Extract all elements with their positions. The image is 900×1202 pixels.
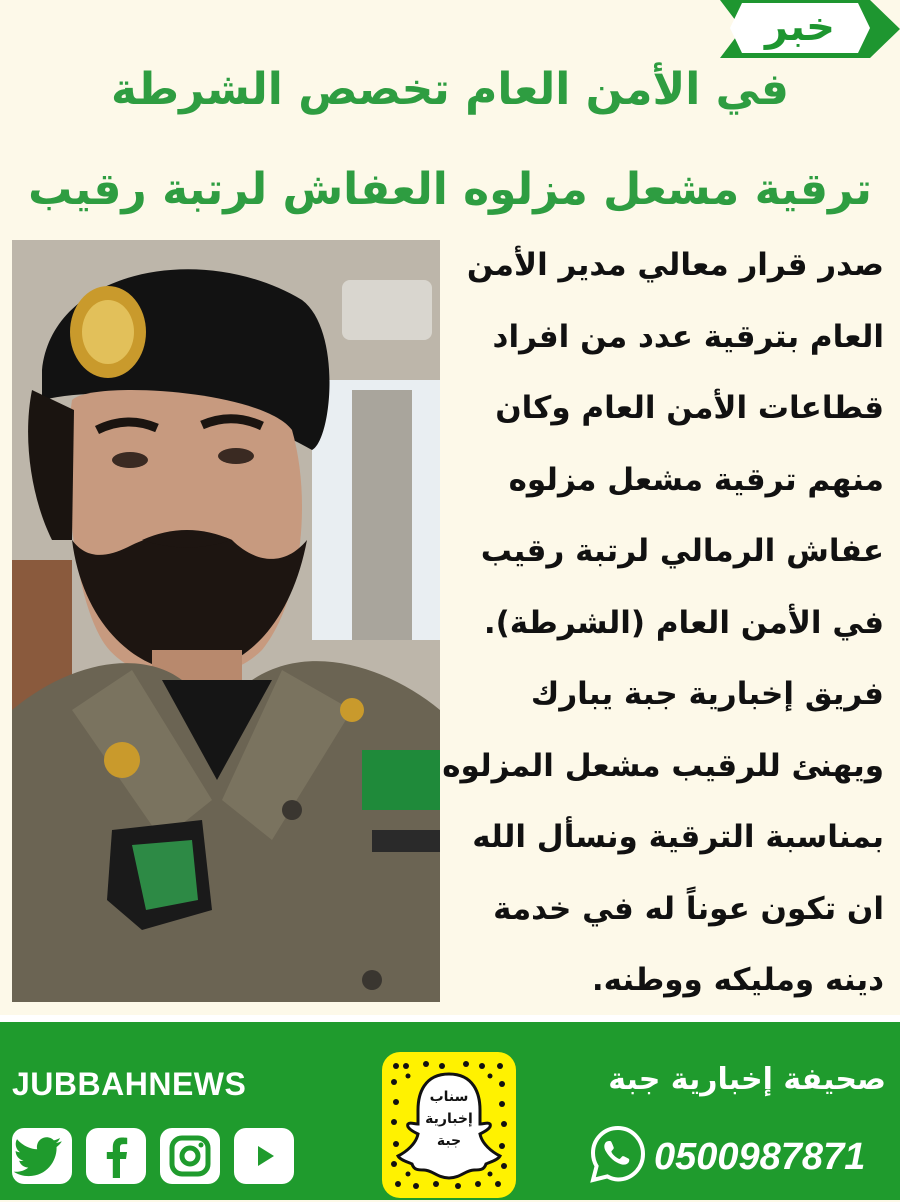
officer-photo	[12, 240, 440, 1002]
headline-line-2: ترقية مشعل مزلوه العفاش لرتبة رقيب	[28, 164, 872, 215]
article-line: بمناسبة الترقية ونسأل الله	[472, 819, 884, 855]
article-line: في الأمن العام (الشرطة).	[483, 604, 884, 641]
article-line: ويهنئ للرقيب مشعل المزلوه	[442, 747, 884, 784]
social-handle[interactable]: JUBBAHNEWS	[12, 1066, 247, 1102]
article-body	[442, 230, 884, 1020]
twitter-icon[interactable]	[12, 1128, 72, 1184]
instagram-icon[interactable]	[160, 1128, 220, 1184]
article-line: عفاش الرمالي لرتبة رقيب	[480, 533, 884, 569]
headline-line-1: في الأمن العام تخصص الشرطة	[111, 64, 789, 115]
footer-divider	[0, 1015, 900, 1022]
newspaper-name: صحيفة إخبارية جبة	[608, 1062, 886, 1097]
snapcode-text-line: إخبارية	[425, 1111, 473, 1127]
snapcode-text-line: جبة	[436, 1133, 462, 1149]
phone-number[interactable]: 0500987871	[654, 1136, 866, 1178]
snapcode-text-line: سناب	[429, 1089, 469, 1105]
article-line: فريق إخبارية جبة يبارك	[530, 676, 884, 712]
article-line: ان تكون عوناً له في خدمة	[493, 890, 884, 927]
whatsapp-icon	[588, 1124, 648, 1184]
facebook-icon[interactable]	[86, 1128, 146, 1184]
article-line: صدر قرار معالي مدير الأمن	[466, 247, 884, 283]
article-line: دينه ومليكه ووطنه.	[591, 962, 884, 998]
news-tag-label: خبر	[764, 4, 836, 50]
article-line: منهم ترقية مشعل مزلوه	[508, 461, 884, 498]
article-line: قطاعات الأمن العام وكان	[495, 390, 884, 426]
snapcode[interactable]	[382, 1052, 516, 1198]
article-line: العام بترقية عدد من افراد	[492, 318, 884, 355]
youtube-icon[interactable]	[234, 1128, 294, 1184]
